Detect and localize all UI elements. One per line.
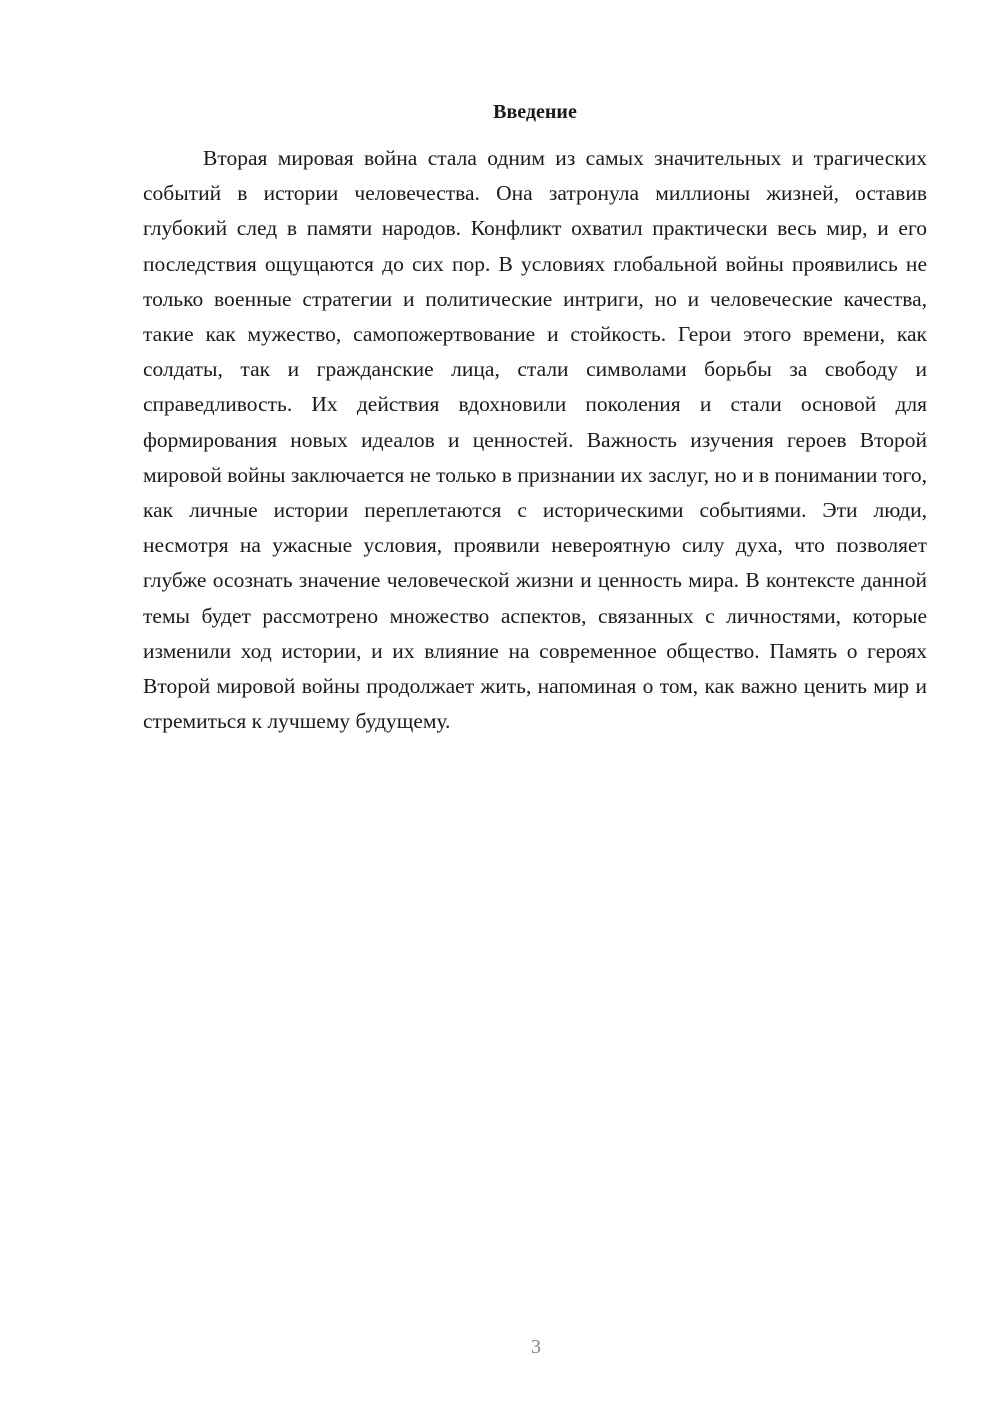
body-paragraph: Вторая мировая война стала одним из самых значительных и трагических событий в истории человечества. Она затронула миллионы жизней, оставив глубокий след в памяти народов. Конфликт охватил практически весь мир, и его последствия ощущаются до сих пор. В условиях глобальной войны проявились не только военные стратегии и политические интриги, но и человеческие качества, такие как мужество, самопожертвование и стойкость. Герои этого времени, как солдаты, так и гражданские лица, стали символами борьбы за свободу и справедливость. Их действия вдохновили поколения и стали основой для формирования новых идеалов и ценностей. Важность изучения героев Второй мировой войны заключается не только в признании их заслуг, но и в понимании того, как личные истории переплетаются с историческими событиями. Эти люди, несмотря на ужасные условия, проявили невероятную силу духа, что позволяет глубже осознать значение человеческой жизни и ценность мира. В контексте данной темы будет рассмотрено множество аспектов, связанных с личностями, которые изменили ход истории, и их влияние на современное общество. Память о героях Второй мировой войны продолжает жить, напоминая о том, как важно ценить мир и стремиться к лучшему будущему. [143,146,927,734]
page-number: 3 [531,1336,541,1358]
section-heading: Введение [493,101,577,123]
